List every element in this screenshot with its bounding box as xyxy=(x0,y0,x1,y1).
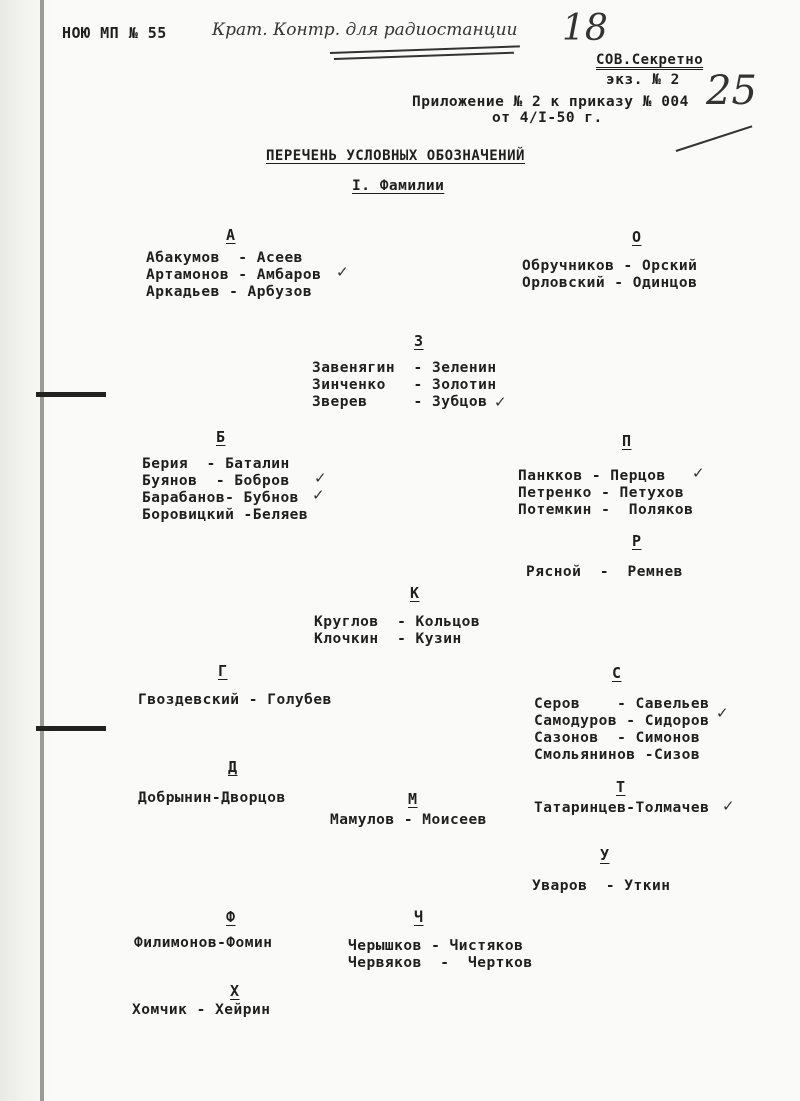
pair-row: Завенягин - Зеленин xyxy=(312,360,497,376)
letter-heading-o: О xyxy=(632,228,642,246)
pair-row: Потемкин - Поляков xyxy=(518,502,694,518)
binding-edge xyxy=(0,0,52,1101)
handwritten-mark: 25 xyxy=(706,68,757,114)
pair-row: Обручников - Орский xyxy=(522,258,698,274)
pair-row: Берия - Баталин xyxy=(142,456,290,472)
letter-heading-u: У xyxy=(600,846,610,864)
punch-hole-mark xyxy=(36,726,106,731)
pair-row: Боровицкий -Беляев xyxy=(142,507,309,523)
letter-heading-ch: Ч xyxy=(414,908,424,926)
pair-row: Барабанов- Бубнов xyxy=(142,490,299,506)
letter-heading-g: Г xyxy=(218,662,228,680)
copy-number: экз. № 2 xyxy=(606,72,680,88)
pair-row: Рясной - Ремнев xyxy=(526,564,683,580)
punch-hole-mark xyxy=(36,392,106,397)
document-title: ПЕРЕЧЕНЬ УСЛОВНЫХ ОБОЗНАЧЕНИЙ xyxy=(266,148,525,164)
pair-row: Панкков - Перцов xyxy=(518,468,666,484)
pair-row: Буянов - Бобров xyxy=(142,473,290,489)
classification-stamp: СОВ.Секретно xyxy=(596,52,704,68)
pair-row: Зинченко - Золотин xyxy=(312,377,497,393)
handwritten-note: Крат. Контр. для радиостанции xyxy=(212,20,518,40)
letter-heading-b: Б xyxy=(216,428,226,446)
margin-line xyxy=(40,0,44,1101)
letter-heading-f: Ф xyxy=(226,908,236,926)
appendix-line: Приложение № 2 к приказу № 004 xyxy=(412,94,689,110)
handwritten-underline xyxy=(334,52,514,60)
pair-row: Мамулов - Моисеев xyxy=(330,812,487,828)
pair-row: Петренко - Петухов xyxy=(518,485,685,501)
pair-row: Татаринцев-Толмачев xyxy=(534,800,710,816)
letter-heading-s: С xyxy=(612,664,622,682)
check-mark: ✓ xyxy=(312,486,325,504)
letter-heading-r: Р xyxy=(632,532,642,550)
letter-heading-k: К xyxy=(410,584,420,602)
pair-row: Артамонов - Амбаров xyxy=(146,267,322,283)
pair-row: Зверев - Зубцов xyxy=(312,394,488,410)
check-mark: ✓ xyxy=(494,393,507,411)
pair-row: Филимонов-Фомин xyxy=(134,935,273,951)
document-reference: НОЮ МП № 55 xyxy=(62,24,167,42)
section-title: I. Фамилии xyxy=(352,178,445,194)
check-mark: ✓ xyxy=(336,263,349,281)
check-mark: ✓ xyxy=(722,797,735,815)
pair-row: Добрынин-Дворцов xyxy=(138,790,286,806)
pair-row: Серов - Савельев xyxy=(534,696,710,712)
pair-row: Абакумов - Асеев xyxy=(146,250,303,266)
handwritten-number: 18 xyxy=(562,8,608,49)
pair-row: Сазонов - Симонов xyxy=(534,730,701,746)
check-mark: ✓ xyxy=(314,469,327,487)
pair-row: Уваров - Уткин xyxy=(532,878,671,894)
pair-row: Клочкин - Кузин xyxy=(314,631,462,647)
check-mark: ✓ xyxy=(716,704,729,722)
pair-row: Самодуров - Сидоров xyxy=(534,713,710,729)
handwritten-stroke xyxy=(676,125,753,152)
letter-heading-z: З xyxy=(414,332,424,350)
letter-heading-m: М xyxy=(408,790,418,808)
pair-row: Хомчик - Хейрин xyxy=(132,1002,271,1018)
pair-row: Круглов - Кольцов xyxy=(314,614,481,630)
pair-row: Орловский - Одинцов xyxy=(522,275,698,291)
letter-heading-h: Х xyxy=(230,982,240,1000)
pair-row: Аркадьев - Арбузов xyxy=(146,284,313,300)
letter-heading-p: П xyxy=(622,432,632,450)
appendix-date: от 4/I-50 г. xyxy=(492,110,603,126)
check-mark: ✓ xyxy=(692,464,705,482)
pair-row: Гвоздевский - Голубев xyxy=(138,692,332,708)
letter-heading-t: Т xyxy=(616,778,626,796)
pair-row: Смольянинов -Сизов xyxy=(534,747,701,763)
letter-heading-d: Д xyxy=(228,758,238,776)
pair-row: Черышков - Чистяков xyxy=(348,938,524,954)
pair-row: Червяков - Чертков xyxy=(348,955,533,971)
letter-heading-a: А xyxy=(226,226,236,244)
